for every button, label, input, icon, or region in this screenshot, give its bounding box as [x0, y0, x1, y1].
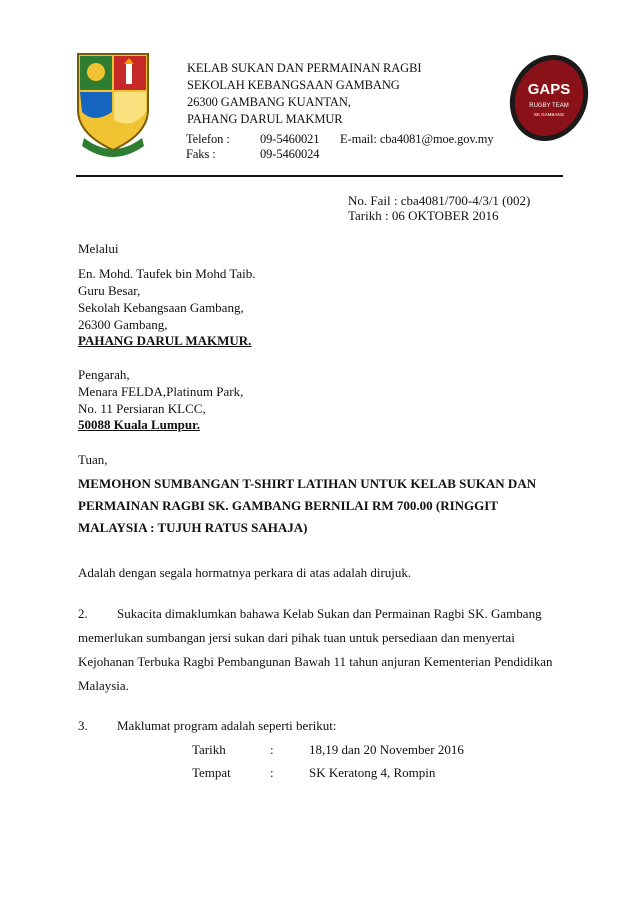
paragraph-2-line-4: Malaysia.: [78, 678, 129, 693]
email-text: E-mail: cba4081@moe.gov.my: [340, 132, 494, 146]
program-date-label: Tarikh: [192, 742, 226, 757]
recipient1-state: PAHANG DARUL MAKMUR.: [78, 333, 252, 348]
recipient2-line-2: Menara FELDA,Platinum Park,: [78, 384, 244, 399]
gaps-rugby-logo: [506, 50, 592, 146]
salutation: Tuan,: [78, 452, 108, 467]
faks-value: 09-5460024: [260, 147, 320, 161]
faks-label: Faks :: [186, 147, 216, 161]
melalui-label: Melalui: [78, 241, 119, 256]
program-date-value: 18,19 dan 20 November 2016: [309, 742, 464, 757]
program-date-sep: :: [270, 742, 274, 757]
subject-line-1: MEMOHON SUMBANGAN T-SHIRT LATIHAN UNTUK KELAB SUKAN DAN: [78, 476, 537, 491]
paragraph-3-number: 3.: [78, 718, 88, 733]
paragraph-3-text: Maklumat program adalah seperti berikut:: [117, 718, 337, 733]
program-venue-value: SK Keratong 4, Rompin: [309, 765, 436, 780]
svg-text:RUGBY TEAM: RUGBY TEAM: [529, 103, 569, 109]
paragraph-2-number: 2.: [78, 606, 88, 621]
paragraph-2-line-3: Kejohanan Terbuka Ragbi Pembangunan Bawah 11 tahun anjuran Kementerian Pendidikan: [78, 654, 553, 669]
recipient1-line-4: 26300 Gambang,: [78, 317, 168, 332]
telefon-label: Telefon :: [186, 132, 230, 146]
letterhead-line-2: SEKOLAH KEBANGSAAN GAMBANG: [187, 78, 400, 92]
letterhead-line-4: PAHANG DARUL MAKMUR: [187, 112, 343, 126]
letterhead-divider: [76, 175, 563, 177]
subject-line-3: MALAYSIA : TUJUH RATUS SAHAJA): [78, 520, 308, 535]
recipient1-line-3: Sekolah Kebangsaan Gambang,: [78, 300, 244, 315]
letterhead-line-3: 26300 GAMBANG KUANTAN,: [187, 95, 351, 109]
file-number: No. Fail : cba4081/700-4/3/1 (002): [348, 193, 531, 208]
paragraph-2-line-2: memerlukan sumbangan jersi sukan dari pihak tuan untuk persediaan dan menyertai: [78, 630, 515, 645]
telefon-value: 09-5460021: [260, 132, 320, 146]
subject-line-2: PERMAINAN RAGBI SK. GAMBANG BERNILAI RM 700.00 (RINGGIT: [78, 498, 498, 513]
program-venue-sep: :: [270, 765, 274, 780]
svg-text:SK GAMBANG: SK GAMBANG: [533, 112, 565, 117]
recipient2-line-1: Pengarah,: [78, 367, 130, 382]
recipient2-line-3: No. 11 Persiaran KLCC,: [78, 401, 206, 416]
letter-date: Tarikh : 06 OKTOBER 2016: [348, 208, 499, 223]
recipient1-line-1: En. Mohd. Taufek bin Mohd Taib.: [78, 266, 256, 281]
school-crest-logo: [74, 50, 152, 160]
paragraph-2-line-1: Sukacita dimaklumkan bahawa Kelab Sukan dan Permainan Ragbi SK. Gambang: [117, 606, 542, 621]
letterhead-line-1: KELAB SUKAN DAN PERMAINAN RAGBI: [187, 61, 422, 75]
recipient1-line-2: Guru Besar,: [78, 283, 141, 298]
program-venue-label: Tempat: [192, 765, 231, 780]
recipient2-city: 50088 Kuala Lumpur.: [78, 417, 200, 432]
paragraph-1: Adalah dengan segala hormatnya perkara di atas adalah dirujuk.: [78, 565, 412, 580]
svg-text:GAPS: GAPS: [527, 81, 571, 98]
